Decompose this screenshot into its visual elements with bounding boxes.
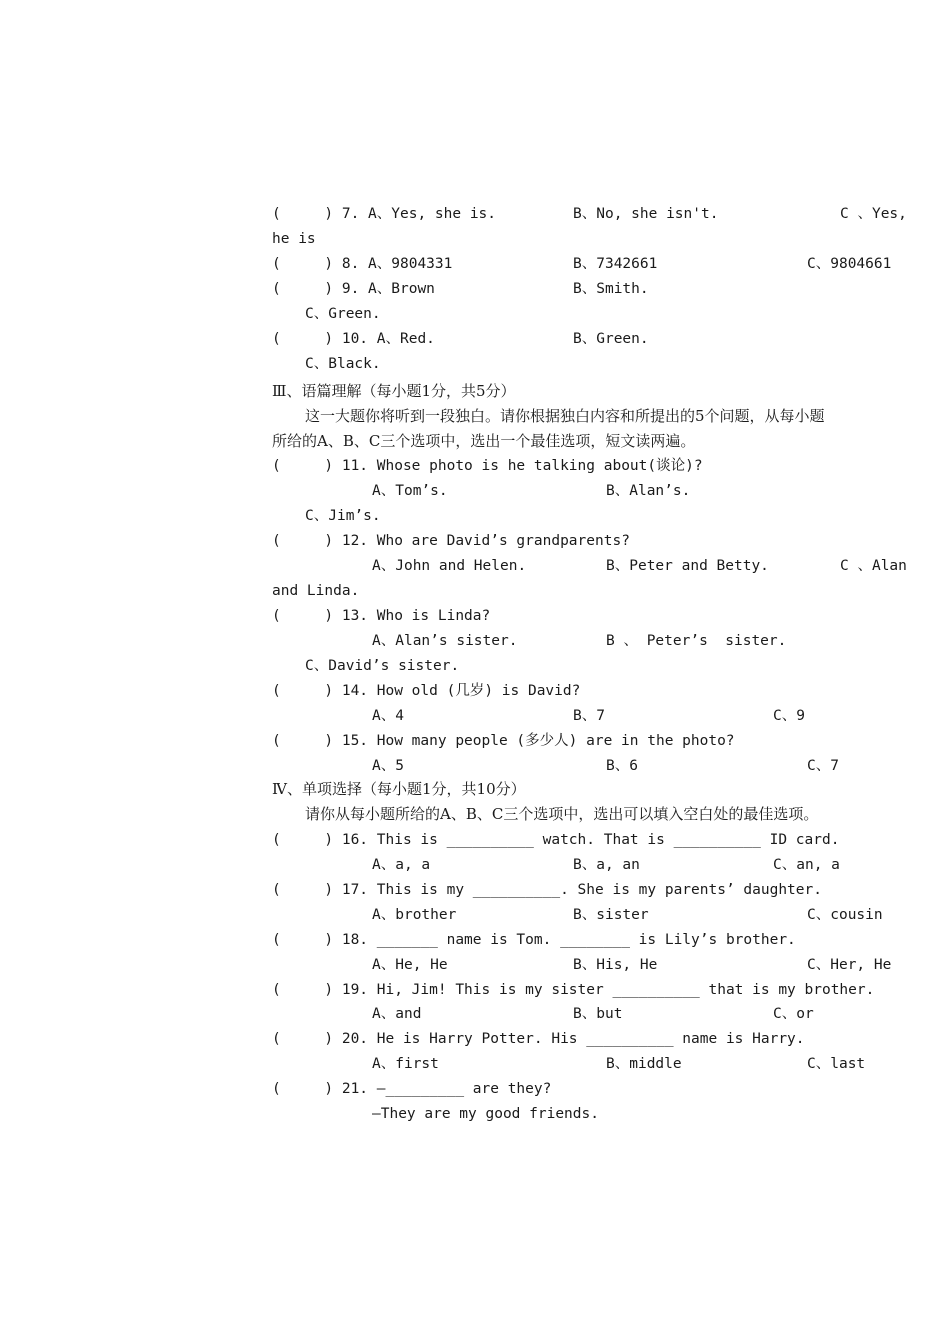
q17-option-c: C、cousin [807, 907, 883, 923]
q14-option-c: C、9 [773, 708, 805, 724]
q9-option-b: B、Smith. [573, 281, 649, 297]
q10-stem: ( ) 10. A、Red. [272, 331, 435, 347]
q7-option-c: C 、Yes, [840, 206, 907, 222]
q11-stem: ( ) 11. Whose photo is he talking about(谈论)? [272, 458, 703, 474]
q12-option-c-cont: and Linda. [272, 583, 360, 599]
q21-stem: ( ) 21. —_________ are they? [272, 1081, 552, 1097]
q7-option-c-cont: he is [272, 231, 316, 247]
q19-stem: ( ) 19. Hi, Jim! This is my sister __________ that is my brother. [272, 982, 875, 998]
q9-option-c: C、Green. [305, 306, 381, 322]
q15-option-a: A、5 [372, 758, 404, 774]
q15-option-c: C、7 [807, 758, 839, 774]
q11-option-a: A、Tom’s. [372, 483, 448, 499]
q12-option-a: A、John and Helen. [372, 558, 527, 574]
q13-option-c: C、David’s sister. [305, 658, 460, 674]
q17-option-b: B、sister [573, 907, 649, 923]
q18-option-c: C、Her, He [807, 957, 892, 973]
section-3-instruction-line2: 所给的A、B、C三个选项中，选出一个最佳选项，短文读两遍。 [272, 432, 696, 450]
q19-option-a: A、and [372, 1006, 422, 1022]
q16-option-b: B、a, an [573, 857, 640, 873]
q12-option-c: C 、Alan [840, 558, 907, 574]
section-4-title: Ⅳ、单项选择（每小题1分，共10分） [272, 780, 526, 798]
q20-stem: ( ) 20. He is Harry Potter. His __________ name is Harry. [272, 1031, 805, 1047]
q16-option-c: C、an, a [773, 857, 840, 873]
section-4-instruction: 请你从每小题所给的A、B、C三个选项中，选出可以填入空白处的最佳选项。 [305, 805, 819, 823]
q16-stem: ( ) 16. This is __________ watch. That is __________ ID card. [272, 832, 840, 848]
q17-stem: ( ) 17. This is my __________. She is my parents’ daughter. [272, 882, 822, 898]
q11-option-b: B、Alan’s. [606, 483, 691, 499]
section-3-instruction-line1: 这一大题你将听到一段独白。请你根据独白内容和所提出的5个问题，从每小题 [305, 407, 825, 425]
q8-stem: ( ) 8. A、9804331 [272, 256, 453, 272]
q18-option-b: B、His, He [573, 957, 658, 973]
q18-option-a: A、He, He [372, 957, 448, 973]
q20-option-a: A、first [372, 1056, 439, 1072]
q12-stem: ( ) 12. Who are David’s grandparents? [272, 533, 630, 549]
q20-option-c: C、last [807, 1056, 866, 1072]
q13-option-b: B 、 Peter’s sister. [606, 633, 787, 649]
q14-option-a: A、4 [372, 708, 404, 724]
q7-option-b: B、No, she isn't. [573, 206, 719, 222]
q19-option-b: B、but [573, 1006, 623, 1022]
q10-option-c: C、Black. [305, 356, 381, 372]
q14-stem: ( ) 14. How old (几岁) is David? [272, 683, 581, 699]
q18-stem: ( ) 18. _______ name is Tom. ________ is Lily’s brother. [272, 932, 796, 948]
section-3-title: Ⅲ、语篇理解（每小题1分，共5分） [272, 382, 516, 400]
q15-stem: ( ) 15. How many people (多少人) are in the photo? [272, 733, 735, 749]
q11-option-c: C、Jim’s. [305, 508, 381, 524]
q10-option-b: B、Green. [573, 331, 649, 347]
q13-stem: ( ) 13. Who is Linda? [272, 608, 491, 624]
q12-option-b: B、Peter and Betty. [606, 558, 769, 574]
q15-option-b: B、6 [606, 758, 638, 774]
q20-option-b: B、middle [606, 1056, 682, 1072]
q16-option-a: A、a, a [372, 857, 431, 873]
q8-option-c: C、9804661 [807, 256, 892, 272]
q21-answer-line: —They are my good friends. [372, 1106, 599, 1122]
q7-stem: ( ) 7. A、Yes, she is. [272, 206, 497, 222]
q8-option-b: B、7342661 [573, 256, 658, 272]
q17-option-a: A、brother [372, 907, 457, 923]
q19-option-c: C、or [773, 1006, 814, 1022]
q13-option-a: A、Alan’s sister. [372, 633, 518, 649]
q14-option-b: B、7 [573, 708, 605, 724]
q9-stem: ( ) 9. A、Brown [272, 281, 435, 297]
